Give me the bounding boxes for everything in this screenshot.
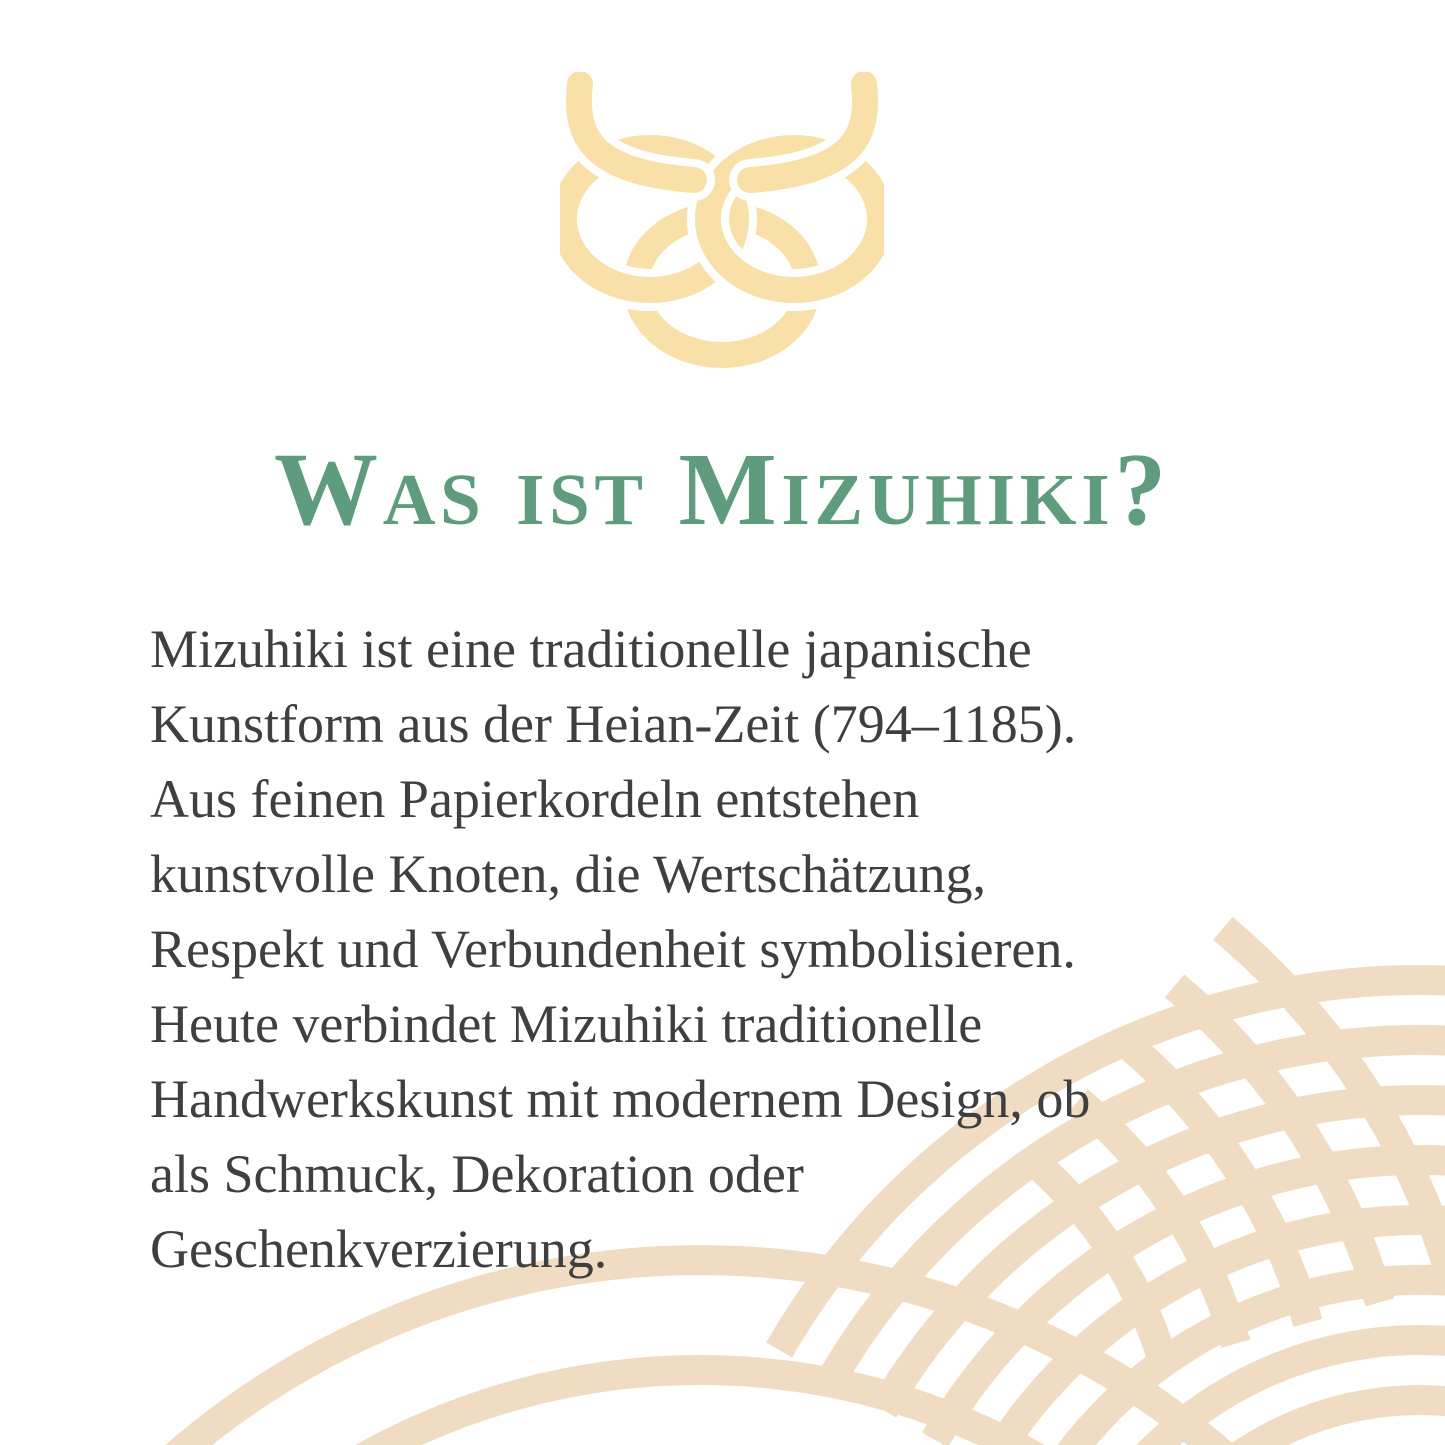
page-title: Was ist Mizuhiki? <box>274 432 1171 547</box>
paragraph-line: Heute verbindet Mizuhiki traditionelle <box>150 994 983 1054</box>
paragraph-line: Mizuhiki ist eine traditionelle japanische <box>150 619 1032 679</box>
paragraph-line: Respekt und Verbundenheit symbolisieren. <box>150 919 1076 979</box>
paragraph-line: Geschenkverzierung. <box>150 1219 608 1279</box>
paragraph-line: Handwerkskunst mit modernem Design, ob <box>150 1069 1091 1129</box>
paragraph-line: kunstvolle Knoten, die Wertschätzung, <box>150 844 986 904</box>
paragraph-line: als Schmuck, Dekoration oder <box>150 1144 804 1204</box>
intro-paragraph <box>150 612 1090 1287</box>
mizuhiki-knot-icon <box>560 72 884 372</box>
paragraph-line: Aus feinen Papierkordeln entstehen <box>150 769 920 829</box>
paragraph-line: Kunstform aus der Heian-Zeit (794–1185). <box>150 694 1077 754</box>
